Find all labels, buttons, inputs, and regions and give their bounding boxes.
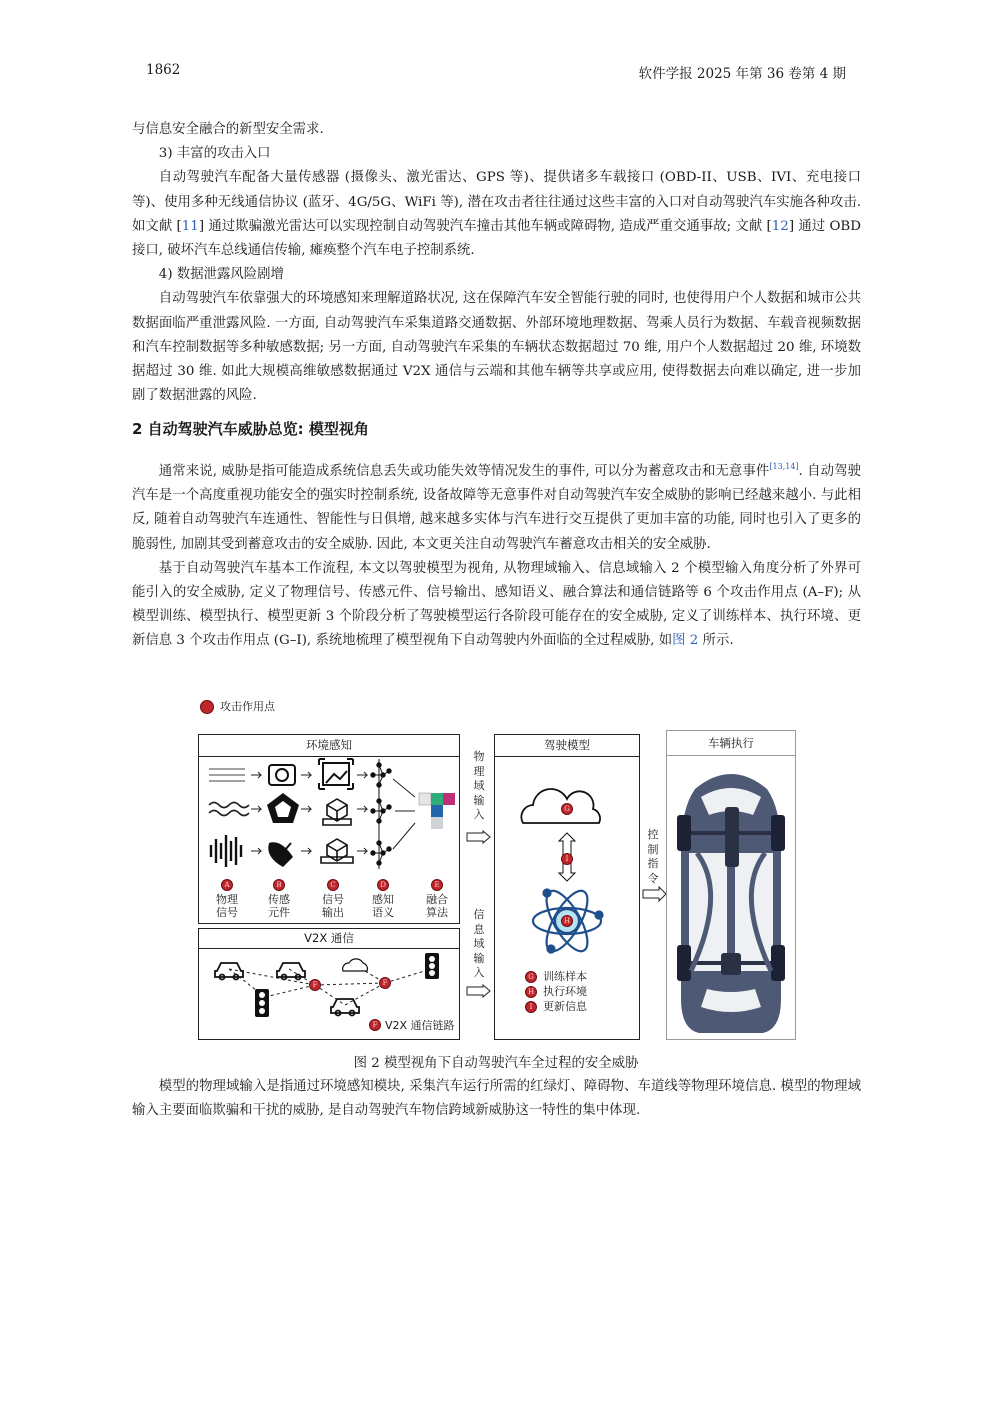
mid-text [132, 455, 861, 654]
top-text [132, 118, 861, 408]
car-icon [215, 963, 243, 980]
car-chassis-icon [667, 757, 795, 1039]
car-icon-2 [277, 963, 305, 980]
attack-point-e: E [431, 879, 443, 891]
paragraph: 模型的物理域输入是指通过环境感知模块, 采集汽车运行所需的红绿灯、障碍物、车道线等物理环境信息. 模型的物理域输入主要面临欺骗和干扰的威胁, 是自动驾驶汽车物信跨域新威胁这一特性的集中体现. [132, 1079, 861, 1119]
traffic-light-icon [425, 953, 439, 979]
subheading-3: 3) 丰富的攻击入口 [158, 146, 271, 162]
light-beam-icon [209, 769, 245, 781]
attack-point-g: G [561, 803, 573, 815]
v2x-link-label: V2X 通信链路 [385, 1019, 455, 1032]
info-input-label: 信息域输入 [473, 908, 485, 979]
page-number: 1862 [146, 62, 181, 78]
driving-model-box [494, 734, 640, 1040]
subheading-4: 4) 数据泄露风险剧增 [158, 267, 284, 283]
label-perception-semantics: 感知 语义 [372, 893, 394, 919]
bottom-text [132, 1075, 861, 1123]
label-signal-output: 信号 输出 [322, 893, 344, 919]
label-physical-signal: 物理 信号 [216, 893, 238, 919]
paragraph: 与信息安全融合的新型安全需求. [132, 122, 324, 137]
attack-point-a: A [221, 879, 233, 891]
fusion-arrows [393, 779, 415, 849]
attack-point-f-legend: F [369, 1019, 381, 1031]
v2x-title: V2X 通信 [199, 929, 459, 949]
model-title: 驾驶模型 [495, 735, 639, 757]
camera-icon [269, 765, 295, 785]
neural-net-icon [371, 759, 391, 869]
journal-header: 软件学报 2025 年第 36 卷第 4 期 [638, 66, 846, 82]
citation-link[interactable]: 12 [771, 218, 789, 234]
paragraph: 自动驾驶汽车依靠强大的环境感知来理解道路状况, 这在保障汽车安全智能行驶的同时, 也使得用户个人数据和城市公共数据面临严重泄露风险. 一方面, 自动驾驶汽车采集道路交通数据、外部环境地理数据、驾乘人员行为数据、车载音视频数据和汽车控制数据等多种敏感数据; 另一方面, 自动驾驶汽车采集的车辆状态数据超过 70 维, 用户个人数据超过 20 维, 环境数据超过 30 维. 如此大规模高维敏感数据通过 V2X 通信与云端和其他车辆等共享或应用, 使得数据去向难以确定, 进一步加剧了数据泄露的风险. [132, 291, 861, 404]
satellite-dish-icon [268, 842, 293, 867]
citation-link[interactable]: 11 [181, 218, 199, 234]
legend-point-h: H [525, 986, 537, 998]
paragraph: 基于自动驾驶汽车基本工作流程, 本文以驾驶模型为视角, 从物理域输入、信息域输入 2 个模型输入角度分析了外界可能引入的安全威胁, 定义了物理信号、传感元件、信号输出、感知语义、融合算法和通信链路等 6 个攻击作用点 (A–F); 从模型训练、模型执行、模型更新 3 个阶段分析了驾驶模型运行各阶段可能存在的安全威胁, 定义了训练样本、执行环境、更新信息 3 个攻击作用点 (G–I), 系统地梳理了模型视角下自动驾驶内外面临的全过程威胁, 如图 2 所示. [132, 560, 861, 649]
control-arrow [642, 886, 668, 902]
fusion-cubes-icon [419, 793, 455, 829]
info-input-arrow [466, 984, 492, 998]
legend-point-i: I [525, 1001, 537, 1013]
attack-point-b: B [273, 879, 285, 891]
figure-link[interactable]: 图 2 [672, 633, 699, 649]
legend-dot [200, 700, 214, 714]
attack-point-i: I [561, 853, 573, 865]
attack-point-f: F [309, 979, 321, 991]
cloud-icon [343, 959, 368, 971]
label-update-info: 更新信息 [543, 1000, 587, 1013]
env-perception-box [198, 734, 460, 924]
citation-link[interactable]: [13,14] [769, 462, 799, 471]
paragraph: 自动驾驶汽车配备大量传感器 (摄像头、激光雷达、GPS 等)、提供诸多车载接口 (OBD-II、USB、IVI、充电接口等)、使用多种无线通信协议 (蓝牙、4G/5G、WiFi 等), 潜在攻击者往往通过这些丰富的入口对自动驾驶汽车实施各种攻击. 如文献 [11] 通过欺骗激光雷达可以实现控制自动驾驶汽车撞击其他车辆或障碍物, 造成严重交通事故; 文献 [12] 通过 OBD 接口, 破坏汽车总线通信传输, 瘫痪整个汽车电子控制系统. [132, 170, 862, 259]
attack-point-d: D [377, 879, 389, 891]
paragraph: 通常来说, 威胁是指可能造成系统信息丢失或功能失效等情况发生的事件, 可以分为蓄意攻击和无意事件[13,14]. 自动驾驶汽车是一个高度重视功能安全的强实时控制系统, 设备故障等无意事件对自动驾驶汽车安全威胁的影响已经越来越小. 与此相反, 随着自动驾驶汽车连通性、智能性与日俱增, 越来越多实体与汽车进行交互提供了更加丰富的功能, 同时也引入了更多的脆弱性, 加剧其受到蓄意攻击的安全威胁. 因此, 本文更关注自动驾驶汽车蓄意攻击相关的安全威胁. [132, 462, 862, 552]
label-sensor: 传感 元件 [268, 893, 290, 919]
wave-icon [209, 803, 249, 816]
traffic-light-icon-2 [255, 989, 269, 1017]
attack-point-c: C [327, 879, 339, 891]
vehicle-box [666, 730, 796, 1040]
figure-2 [196, 694, 800, 1044]
cube-icon-2 [321, 839, 353, 863]
attack-point-f-2: F [379, 977, 391, 989]
section-title: 2 自动驾驶汽车威胁总览: 模型视角 [132, 420, 369, 438]
env-icons [199, 757, 459, 877]
vehicle-title: 车辆执行 [667, 731, 795, 756]
legend-label: 攻击作用点 [220, 700, 275, 713]
cube-icon [323, 799, 351, 825]
figure-caption: 图 2 模型视角下自动驾驶汽车全过程的安全威胁 [353, 1056, 639, 1071]
physical-input-label: 物理域输入 [473, 750, 485, 821]
label-fusion-algorithm: 融合 算法 [426, 893, 448, 919]
image-icon [319, 759, 353, 789]
radar-icon [267, 793, 299, 823]
v2x-box [198, 928, 460, 1040]
control-label: 控制指令 [647, 828, 659, 885]
physical-input-arrow [466, 830, 492, 844]
car-icon-3 [331, 999, 359, 1016]
sound-icon [211, 835, 241, 867]
attack-point-h: H [561, 915, 573, 927]
label-training-samples: 训练样本 [543, 970, 587, 983]
legend-point-g: G [525, 971, 537, 983]
label-execution-env: 执行环境 [543, 985, 587, 998]
model-graphics [495, 765, 639, 965]
env-title: 环境感知 [199, 735, 459, 757]
